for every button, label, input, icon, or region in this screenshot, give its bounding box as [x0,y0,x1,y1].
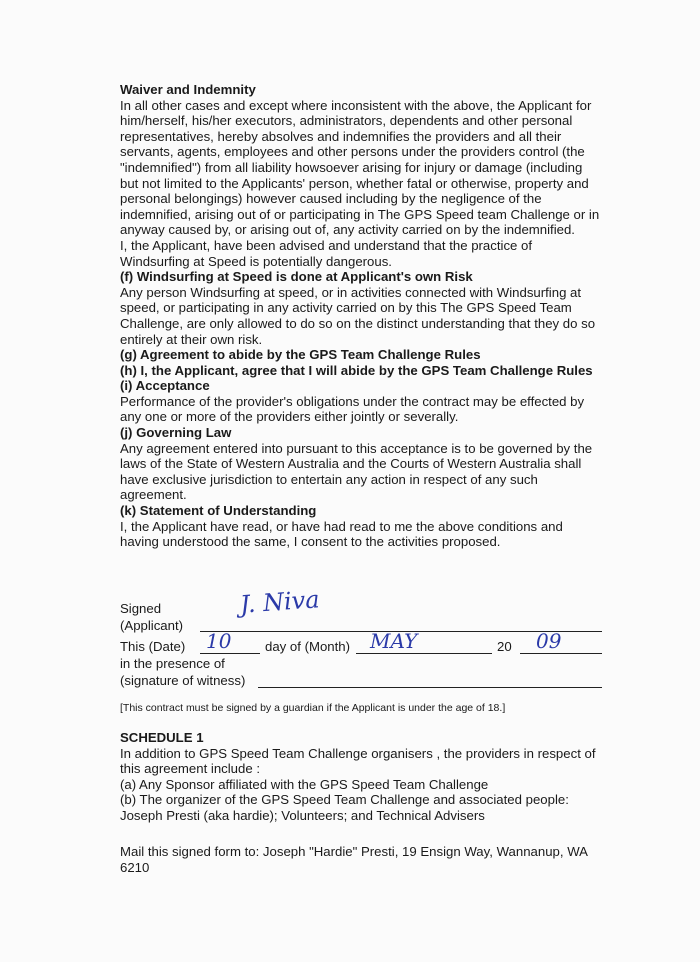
applicant-label: (Applicant) [120,618,184,633]
paragraph: In all other cases and except where inconsistent with the above, the Applicant for him/herself, his/her executors, administrators, dependents and other personal representatives, hereby absolves and indemnifies the providers and all their servants, agents, employees and other persons under the providers control (the "indemnified") from all liability howsoever arising for injury or damage (including but not limited to the Applicants' person, whether fatal or otherwise, property and personal belongings) however caused including by the negligence of the indemnified, arising out of or participating in The GPS Speed team Challenge or in anyway caused by, or arising out of, any activity carried on by the indemnified. [120,97,600,238]
witness-signature-line[interactable] [258,687,602,688]
month-value: MAY [370,629,418,653]
section-heading: (g) Agreement to abide by the GPS Team Challenge Rules [120,347,481,363]
section-heading: (k) Statement of Understanding [120,503,317,519]
paragraph: I, the Applicant have read, or have had read to me the above conditions and having understood the same, I consent to the activities proposed. [120,518,563,550]
day-of-month-label: day of (Month) [265,639,351,654]
schedule-section [120,730,610,824]
section-heading: Waiver and Indemnity [120,82,256,97]
schedule-intro: In addition to GPS Speed Team Challenge organisers , the providers in respect of this agreement include : [120,745,596,777]
paragraph: Performance of the provider's obligations under the contract may be effected by any one or more of the providers either jointly or severally. [120,393,585,425]
section-heading: (f) Windsurfing at Speed is done at Applicant's own Risk [120,269,473,285]
witness-signature-label: (signature of witness) [120,673,246,688]
month-line[interactable] [356,653,492,654]
year-prefix: 20 [497,639,512,654]
section-heading: (i) Acceptance [120,378,210,394]
year-line[interactable] [520,653,602,654]
year-value: 09 [536,629,562,653]
date-day-value: 10 [206,629,232,653]
paragraph: I, the Applicant, have been advised and understand that the practice of Windsurfing at Speed is potentially dangerous. [120,237,533,269]
section-heading: (j) Governing Law [120,425,232,441]
waiver-body [120,82,600,550]
paragraph: Any person Windsurfing at speed, or in activities connected with Windsurfing at speed, or participating in any activity carried on by this The GPS Speed Team Challenge, are only allowed to do so on the distinct understanding that they do so entirely at their own risk. [120,284,596,347]
mail-instructions: Mail this signed form to: Joseph "Hardie" Presti, 19 Ensign Way, Wannanup, WA 6210 [120,844,588,875]
date-day-line[interactable] [200,653,260,654]
schedule-item-a: (a) Any Sponsor affiliated with the GPS Speed Team Challenge [120,776,489,792]
guardian-note: [This contract must be signed by a guardian if the Applicant is under the age of 18.] [120,702,506,714]
signed-label: Signed [120,601,162,616]
applicant-signature: J. Niva [239,585,321,619]
date-label: This (Date) [120,639,186,654]
schedule-item-b: (b) The organizer of the GPS Speed Team Challenge and associated people: Joseph Presti (aka hardie); Volunteers; and Technical Advisers [120,792,569,823]
section-heading: (h) I, the Applicant, agree that I will abide by the GPS Team Challenge Rules [120,362,593,378]
schedule-title: SCHEDULE 1 [120,730,204,745]
paragraph: Any agreement entered into pursuant to this acceptance is to be governed by the laws of the State of Western Australia and the Courts of Western Australia shall have exclusive jurisdiction to entertain any action in respect of any such agreement. [120,440,593,503]
witness-label: in the presence of [120,656,225,671]
